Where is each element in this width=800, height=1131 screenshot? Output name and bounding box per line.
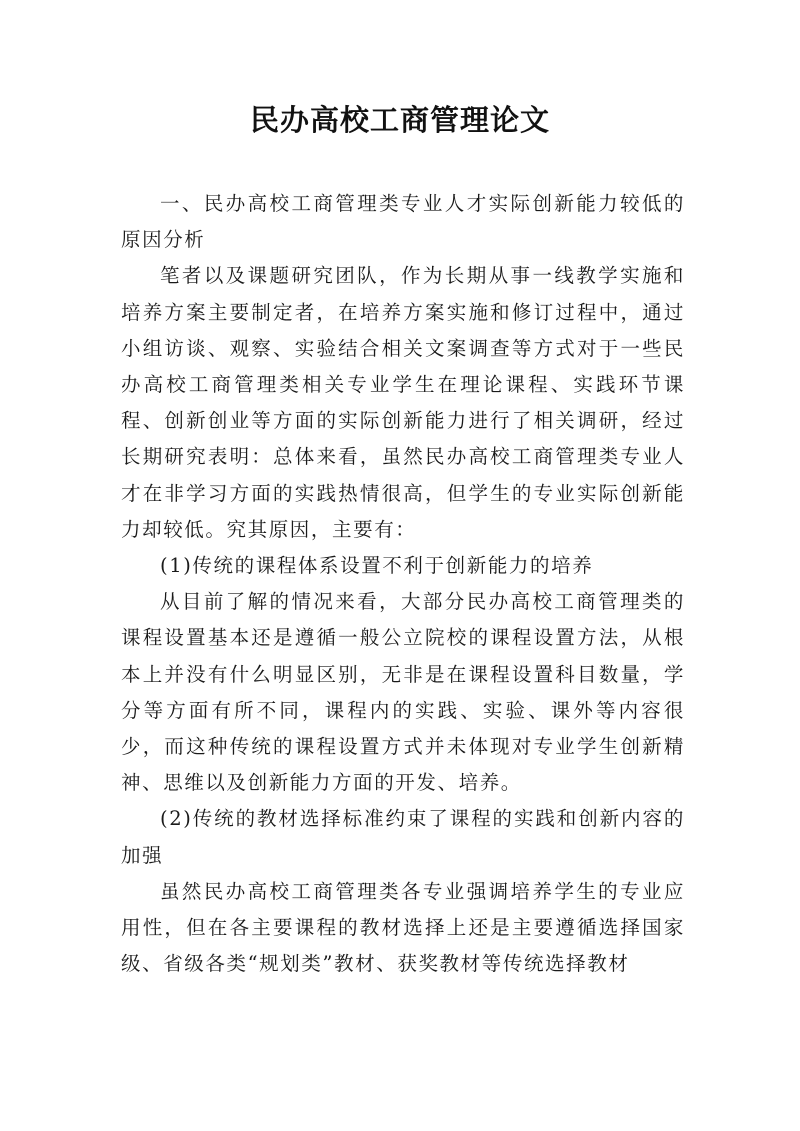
subsection-heading: (2)传统的教材选择标准约束了课程的实践和创新内容的加强 bbox=[121, 807, 685, 867]
paragraph: 从目前了解的情况来看，大部分民办高校工商管理类的课程设置基本还是遵循一般公立院校的课程设置方法，从根本上并没有什么明显区别，无非是在课程设置科目数量，学分等方面有所不同，课程内的实践、实验、课外等内容很少，而这种传统的课程设置方式并未体现对专业学生创新精神、思维以及创新能力方面的开发、培养。 bbox=[121, 590, 685, 795]
subsection-heading: (1)传统的课程体系设置不利于创新能力的培养 bbox=[160, 554, 594, 578]
paragraph: 虽然民办高校工商管理类各专业强调培养学生的专业应用性，但在各主要课程的教材选择上还是主要遵循选择国家级、省级各类“规划类”教材、获奖教材等传统选择教材 bbox=[121, 879, 685, 976]
document-title: 民办高校工商管理论文 bbox=[249, 103, 550, 137]
section-heading: 一、民办高校工商管理类专业人才实际创新能力较低的原因分析 bbox=[121, 192, 685, 252]
paragraph: 笔者以及课题研究团队，作为长期从事一线教学实施和培养方案主要制定者，在培养方案实施和修订过程中，通过小组访谈、观察、实验结合相关文案调查等方式对于一些民办高校工商管理类相关专业学生在理论课程、实践环节课程、创新创业等方面的实际创新能力进行了相关调研，经过长期研究表明：总体来看，虽然民办高校工商管理类专业人才在非学习方面的实践热情很高，但学生的专业实际创新能力却较低。究其原因，主要有： bbox=[121, 264, 685, 541]
document-body bbox=[121, 186, 685, 982]
